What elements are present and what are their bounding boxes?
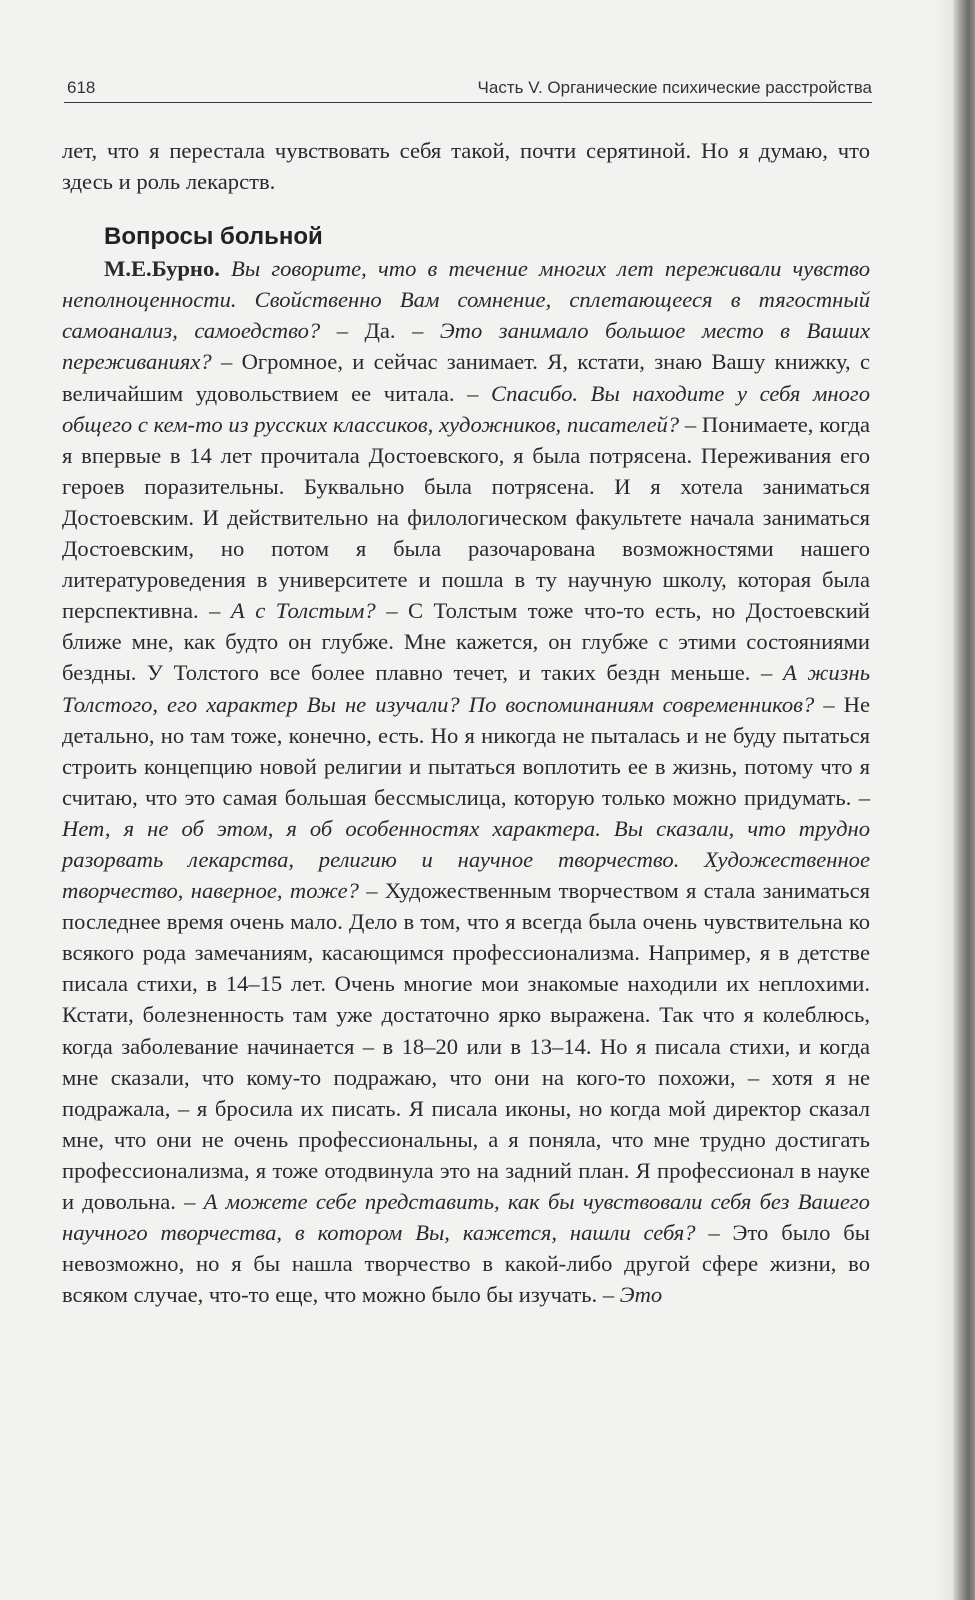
dialogue-paragraph <box>62 253 870 1310</box>
page-body <box>62 135 870 1310</box>
running-title: Часть V. Органические психические расстройства <box>477 78 872 97</box>
answer-text: – Да. – <box>336 318 440 344</box>
answer-text: – Это было бы невозможно, но я бы нашла творчество в какой-либо другой сфере жизни, во всяком случае, что-то еще, что можно было бы изучать. – <box>62 1220 870 1308</box>
question-text: Это занимало большое место в Ваших переживаниях? <box>62 318 870 375</box>
question-text: А можете себе представить, как бы чувствовали себя без Вашего научного творчества, в котором Вы, кажется, нашли себя? <box>62 1189 870 1246</box>
question-text: Нет, я не об этом, я об особенностях характера. Вы сказали, что трудно разорвать лекарства, религию и научное творчество. Художественное творчество, наверное, тоже? <box>62 815 870 904</box>
answer-text: – Не детально, но там тоже, конечно, есть. Но я никогда не пыталась и не буду пытаться строить концепцию новой религии и пытаться воплотить ее в жизнь, потому что я считаю, что это самая большая бессмыслица, которую только можно придумать. – <box>62 691 870 810</box>
question-text: А с Толстым? <box>230 598 387 624</box>
book-spine <box>953 0 975 1600</box>
question-text: Это <box>619 1282 663 1308</box>
speaker-name: М.Е.Бурно. <box>104 256 220 282</box>
opening-paragraph: лет, что я перестала чувствовать себя такой, почти серятиной. Но я думаю, что здесь и роль лекарств. <box>62 138 870 195</box>
answer-text: – С Толстым тоже что-то есть, но Достоевский ближе мне, как будто он глубже. Мне кажется, он глубже с этими состояниями бездны. У Толстого все более плавно течет, и таких бездн меньше. – <box>62 598 871 686</box>
page-number: 618 <box>67 78 96 97</box>
question-text: А жизнь Толстого, его характер Вы не изучали? По воспоминаниям современников? <box>62 660 870 717</box>
answer-text: – Огромное, и сейчас занимает. Я, кстати, знаю Вашу книжку, с величайшим удовольствием ее читала. – <box>62 349 870 406</box>
question-text: Вы говорите, что в течение многих лет переживали чувство неполноценности. Свойственно Вам сомнение, сплетающееся в тягостный самоанализ, самоедство? <box>62 256 870 344</box>
running-header <box>64 72 872 103</box>
answer-text: – Художественным творчеством я стала заниматься последнее время очень мало. Дело в том, что я всегда была очень чувствительна ко всякого рода замечаниям, касающимся профессионализма. Например, я в детстве писала стихи, в 14–15 лет. Очень многие мои знакомые находили их неплохими. Кстати, болезненность там уже достаточно ярко выражена. Так что я колеблюсь, когда заболевание начинается – в 18–20 или в 13–14. Но я писала стихи, и когда мне сказали, что кому-то подражаю, что они на кого-то похожи, – хотя я не подражала, – я бросила их писать. Я писала иконы, но когда мой директор сказал мне, что они не очень профессиональны, а я поняла, что мне трудно достигать профессионализма, я тоже отодвинула это на задний план. Я профессионал в науке и довольна. – <box>62 878 871 1214</box>
page-gutter-shadow <box>935 0 953 1600</box>
question-text: Спасибо. Вы находите у себя много общего с кем-то из русских классиков, художников, писателей? <box>62 380 870 437</box>
answer-text: – Понимаете, когда я впервые в 14 лет прочитала Достоевского, я была потрясена. Переживания его героев поразительны. Буквально была потрясена. И я хотела заниматься Достоевским. И действительно на филологическом факультете начала заниматься Достоевским, но потом я была разочарована возможностями нашего литературоведения в университете и пошла в ту научную школу, которая была перспективна. – <box>62 411 870 624</box>
section-heading: Вопросы больной <box>104 223 323 251</box>
